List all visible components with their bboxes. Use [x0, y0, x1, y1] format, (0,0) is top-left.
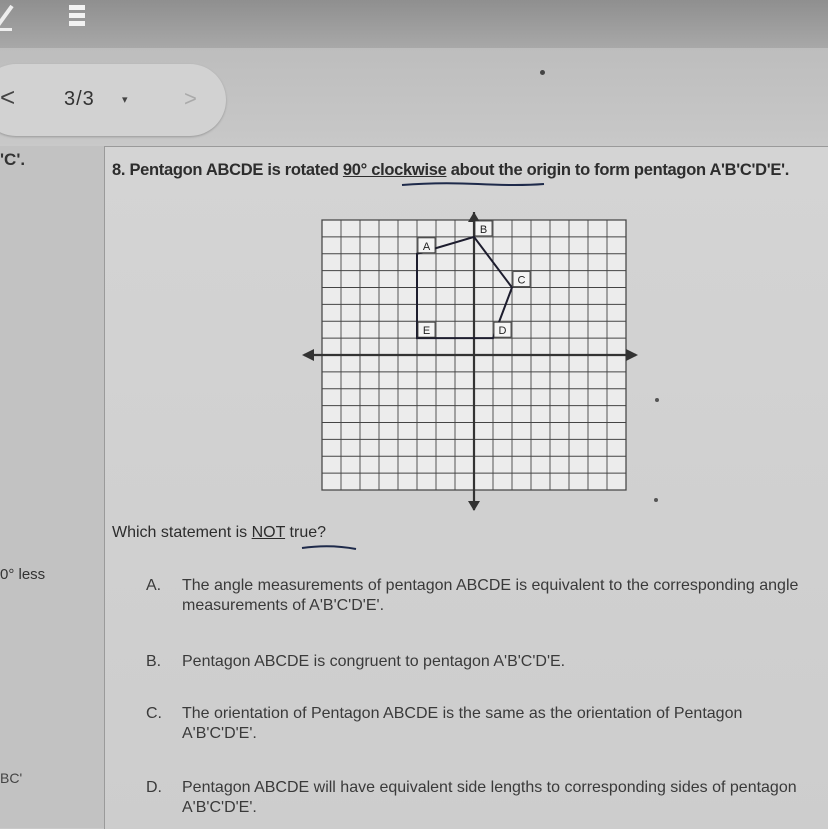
y-axis-arrow-up	[468, 212, 480, 222]
pencil-icon[interactable]	[0, 2, 16, 32]
option-text: The angle measurements of pentagon ABCDE is equivalent to the corresponding angle measurements of A'B'C'D'E'.	[182, 577, 799, 614]
left-snippet-top: 'C'.	[0, 150, 26, 169]
y-axis-arrow-down	[468, 501, 480, 511]
chevron-down-icon[interactable]: ▾	[122, 94, 128, 106]
option-letter: A.	[146, 577, 162, 594]
answer-option-c[interactable]	[146, 704, 806, 744]
answer-option-a[interactable]	[146, 576, 806, 616]
stray-dot	[655, 398, 659, 402]
option-text: Pentagon ABCDE will have equivalent side lengths to corresponding sides of pentagon A'B'C'D'E'.	[182, 779, 797, 816]
decorative-dot	[540, 70, 545, 75]
vertex-label: C	[517, 274, 526, 287]
vertex-label: A	[422, 240, 431, 253]
stray-dot	[654, 498, 658, 502]
question-title-start: 8. Pentagon ABCDE is rotated	[112, 161, 343, 179]
option-letter: C.	[146, 705, 162, 722]
pen-underline-mark	[398, 180, 548, 188]
x-axis-arrow-right	[626, 349, 638, 361]
next-page-button[interactable]: >	[184, 86, 197, 111]
x-axis-arrow-left	[302, 349, 314, 361]
option-text: Pentagon ABCDE is congruent to pentagon A'B'C'D'E.	[182, 653, 566, 670]
vertex-label: D	[498, 325, 507, 338]
prompt-end: true?	[285, 524, 327, 541]
vertex-label: E	[422, 325, 431, 338]
list-icon[interactable]	[66, 2, 88, 30]
option-letter: D.	[146, 779, 162, 796]
question-prompt	[112, 524, 326, 542]
pen-underline-mark-2	[300, 542, 360, 552]
previous-question-column	[0, 146, 104, 828]
vertex-label: B	[479, 223, 488, 236]
question-title-end: about the origin to form pentagon A'B'C'D'E'.	[446, 161, 790, 179]
left-snippet-middle: 0° less	[0, 566, 46, 583]
answer-option-b[interactable]	[146, 652, 806, 672]
top-toolbar	[0, 0, 828, 48]
question-title-emphasis: 90° clockwise	[342, 161, 447, 179]
answer-option-d[interactable]	[146, 778, 806, 818]
option-text: The orientation of Pentagon ABCDE is the same as the orientation of Pentagon A'B'C'D'E'.	[182, 705, 743, 742]
prompt-emphasis: NOT	[251, 524, 286, 541]
page-indicator[interactable]: 3/3	[64, 88, 95, 110]
option-letter: B.	[146, 653, 162, 670]
coordinate-grid	[300, 212, 640, 512]
left-snippet-bottom: BC'	[0, 770, 23, 786]
previous-page-button[interactable]: <	[0, 82, 16, 112]
prompt-start: Which statement is	[112, 524, 252, 541]
question-title	[112, 160, 802, 180]
